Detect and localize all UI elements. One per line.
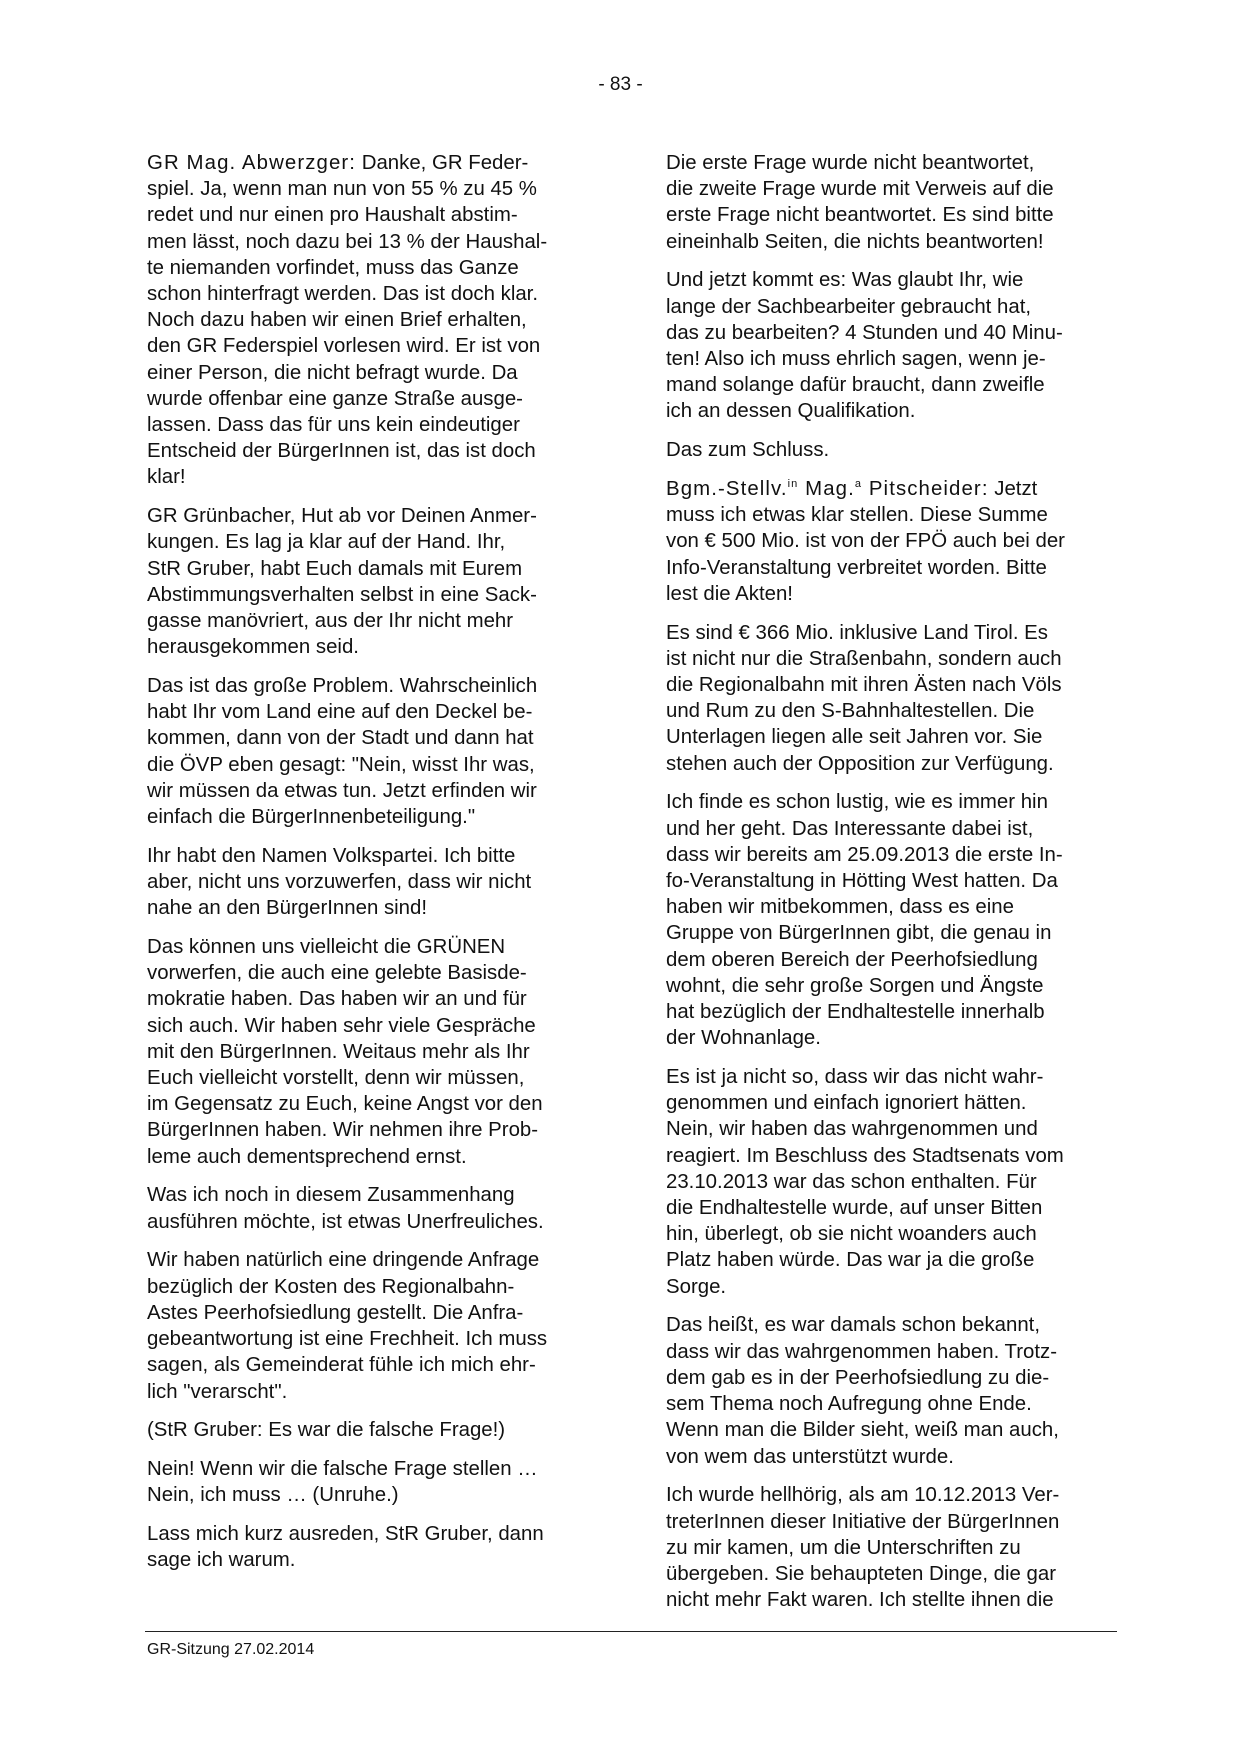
line: Ihr habt den Namen Volkspartei. Ich bitte: [147, 844, 516, 867]
line: dem oberen Bereich der Peerhofsiedlung: [666, 948, 1038, 971]
line: einer Person, die nicht befragt wurde. Da: [147, 361, 518, 384]
line: sich auch. Wir haben sehr viele Gespräche: [147, 1014, 536, 1037]
line: Entscheid der BürgerInnen ist, das ist doch: [147, 440, 536, 463]
line: gasse manövriert, aus der Ihr nicht mehr: [147, 610, 514, 633]
line: spiel. Ja, wenn man nun von 55 % zu 45 %: [147, 178, 537, 201]
line: bezüglich der Kosten des Regionalbahn-: [147, 1275, 515, 1298]
footer-divider: [145, 1631, 1117, 1632]
interjection: [147, 1417, 595, 1443]
speaker-surname: Pitscheider:: [868, 478, 989, 501]
line: Die erste Frage wurde nicht beantwortet,: [666, 152, 1035, 174]
page-number: - 83 -: [598, 74, 643, 95]
line: wir müssen da etwas tun. Jetzt erfinden wir: [147, 779, 537, 802]
line: mit den BürgerInnen. Weitaus mehr als Ihr: [147, 1040, 530, 1063]
line: Was ich noch in diesem Zusammenhang: [147, 1184, 515, 1207]
paragraph: [147, 1456, 595, 1508]
line: dem gab es in der Peerhofsiedlung zu die-: [666, 1366, 1050, 1389]
speaker-title: Bgm.-Stellv.: [666, 478, 788, 501]
line: vorwerfen, die auch eine gelebte Basisde-: [147, 962, 527, 985]
line: die Endhaltestelle wurde, auf unser Bitten: [666, 1197, 1043, 1220]
line: Wenn man die Bilder sieht, weiß man auch,: [666, 1419, 1059, 1442]
line: dass wir bereits am 25.09.2013 die erste In-: [666, 843, 1063, 866]
right-column: [666, 150, 1114, 1626]
line: haben wir mitbekommen, dass es eine: [666, 896, 1014, 919]
line: im Gegensatz zu Euch, keine Angst vor den: [147, 1093, 543, 1116]
line: schon hinterfragt werden. Das ist doch klar.: [147, 283, 539, 306]
line: Das ist das große Problem. Wahrscheinlich: [147, 675, 538, 698]
line: Es sind € 366 Mio. inklusive Land Tirol. Es: [666, 621, 1048, 644]
line: mokratie haben. Das haben wir an und für: [147, 988, 527, 1011]
line: die ÖVP eben gesagt: "Nein, wisst Ihr was,: [147, 753, 535, 776]
line: genommen und einfach ignoriert hätten.: [666, 1092, 1027, 1115]
line: Abstimmungsverhalten selbst in eine Sack-: [147, 583, 537, 606]
paragraph: [666, 1312, 1114, 1469]
line: BürgerInnen haben. Wir nehmen ihre Prob-: [147, 1119, 539, 1142]
line: einfach die BürgerInnenbeteiligung.": [147, 806, 476, 829]
line: von wem das unterstützt wurde.: [666, 1445, 954, 1468]
line: Das heißt, es war damals schon bekannt,: [666, 1314, 1041, 1337]
left-column: [147, 150, 595, 1586]
line: sagen, als Gemeinderat fühle ich mich ehr-: [147, 1354, 536, 1377]
line: wohnt, die sehr große Sorgen und Ängste: [666, 974, 1044, 997]
line: das zu bearbeiten? 4 Stunden und 40 Minu-: [666, 321, 1063, 344]
line: redet und nur einen pro Haushalt abstim-: [147, 204, 518, 227]
line: Ich finde es schon lustig, wie es immer hin: [666, 791, 1048, 814]
line: klar!: [147, 466, 186, 489]
paragraph: [147, 503, 595, 660]
line: Das zum Schluss.: [666, 439, 830, 462]
paragraph: [666, 437, 1114, 463]
paragraph: [147, 843, 595, 922]
paragraph: [147, 934, 595, 1170]
line: erste Frage nicht beantwortet. Es sind bitte: [666, 204, 1054, 227]
line: nahe an den BürgerInnen sind!: [147, 897, 428, 920]
line: ten! Also ich muss ehrlich sagen, wenn je-: [666, 348, 1046, 371]
line: Wir haben natürlich eine dringende Anfrage: [147, 1249, 540, 1272]
line: wurde offenbar eine ganze Straße ausge-: [147, 387, 523, 410]
line: Es ist ja nicht so, dass wir das nicht wahr-: [666, 1066, 1044, 1089]
line: Ich wurde hellhörig, als am 10.12.2013 Ver-: [666, 1484, 1060, 1507]
speaker-first-line: Jetzt: [994, 478, 1038, 501]
line: Nein, wir haben das wahrgenommen und: [666, 1118, 1038, 1141]
paragraph: [666, 620, 1114, 777]
paragraph: [666, 267, 1114, 424]
line: den GR Federspiel vorlesen wird. Er ist von: [147, 335, 541, 358]
line: von € 500 Mio. ist von der FPÖ auch bei der: [666, 530, 1065, 553]
line: lassen. Dass das für uns kein eindeutiger: [147, 414, 520, 437]
line: die Regionalbahn mit ihren Ästen nach Völs: [666, 674, 1062, 697]
line: Gruppe von BürgerInnen gibt, die genau in: [666, 922, 1052, 945]
line: eineinhalb Seiten, die nichts beantworten!: [666, 230, 1044, 253]
line: lich "verarscht".: [147, 1380, 288, 1403]
line: Nein, ich muss … (Unruhe.): [147, 1484, 399, 1507]
line: Noch dazu haben wir einen Brief erhalten,: [147, 309, 527, 332]
line: Sorge.: [666, 1275, 727, 1298]
line: Unterlagen liegen alle seit Jahren vor. Sie: [666, 726, 1043, 749]
line: sage ich warum.: [147, 1549, 296, 1572]
paragraph: [147, 1521, 595, 1573]
line: zu mir kamen, um die Unterschriften zu: [666, 1536, 1021, 1559]
line: StR Gruber, habt Euch damals mit Eurem: [147, 557, 523, 580]
paragraph: [666, 789, 1114, 1051]
line: Lass mich kurz ausreden, StR Gruber, dann: [147, 1523, 544, 1546]
paragraph: [147, 1182, 595, 1234]
line: ist nicht nur die Straßenbahn, sondern auch: [666, 647, 1062, 670]
speaker-degree: Mag.: [805, 478, 855, 501]
line: Nein! Wenn wir die falsche Frage stellen …: [147, 1458, 538, 1481]
speaker-name: GR Mag. Abwerzger:: [147, 152, 357, 174]
line: herausgekommen seid.: [147, 636, 359, 659]
line: treterInnen dieser Initiative der BürgerInnen: [666, 1510, 1060, 1533]
line: hin, überlegt, ob sie nicht woanders auch: [666, 1223, 1037, 1246]
line: und her geht. Das Interessante dabei ist,: [666, 817, 1034, 840]
line: Info-Veranstaltung verbreitet worden. Bitte: [666, 556, 1047, 579]
line: sem Thema noch Aufregung ohne Ende.: [666, 1393, 1032, 1416]
line: reagiert. Im Beschluss des Stadtsenats vom: [666, 1144, 1064, 1167]
footer-session-date: GR-Sitzung 27.02.2014: [147, 1641, 315, 1658]
line: hat bezüglich der Endhaltestelle innerhalb: [666, 1001, 1045, 1024]
line: leme auch dementsprechend ernst.: [147, 1145, 467, 1168]
paragraph: [666, 1064, 1114, 1300]
superscript: a: [854, 478, 863, 491]
line: stehen auch der Opposition zur Verfügung.: [666, 752, 1054, 775]
line: Astes Peerhofsiedlung gestellt. Die Anfra-: [147, 1301, 524, 1324]
line: (StR Gruber: Es war die falsche Frage!): [147, 1419, 506, 1442]
paragraph-pitscheider: [666, 476, 1114, 607]
speaker-name: [666, 478, 989, 500]
speaker-first-line: Danke, GR Feder-: [361, 152, 529, 174]
line: ich an dessen Qualifikation.: [666, 400, 916, 423]
line: Und jetzt kommt es: Was glaubt Ihr, wie: [666, 269, 1024, 292]
line: kommen, dann von der Stadt und dann hat: [147, 727, 534, 750]
paragraph: [666, 150, 1114, 255]
line: Euch vielleicht vorstellt, denn wir müssen,: [147, 1067, 525, 1090]
line: lange der Sachbearbeiter gebraucht hat,: [666, 295, 1032, 318]
line: mand solange dafür braucht, dann zweifle: [666, 374, 1045, 397]
line: und Rum zu den S-Bahnhaltestellen. Die: [666, 700, 1035, 723]
line: nicht mehr Fakt waren. Ich stellte ihnen die: [666, 1589, 1054, 1612]
line: kungen. Es lag ja klar auf der Hand. Ihr,: [147, 531, 506, 554]
line: übergeben. Sie behaupteten Dinge, die gar: [666, 1562, 1056, 1585]
line: men lässt, noch dazu bei 13 % der Haushal-: [147, 230, 548, 253]
line: habt Ihr vom Land eine auf den Deckel be-: [147, 701, 533, 724]
paragraph: [147, 1247, 595, 1404]
line: Platz haben würde. Das war ja die große: [666, 1249, 1035, 1272]
line: der Wohnanlage.: [666, 1027, 821, 1050]
line: lest die Akten!: [666, 582, 793, 605]
paragraph-abwerzger: [147, 150, 595, 491]
line: muss ich etwas klar stellen. Diese Summe: [666, 504, 1048, 527]
paragraph: [147, 673, 595, 830]
line: 23.10.2013 war das schon enthalten. Für: [666, 1170, 1037, 1193]
line: dass wir das wahrgenommen haben. Trotz-: [666, 1340, 1058, 1363]
line: ausführen möchte, ist etwas Unerfreuliches.: [147, 1210, 544, 1233]
line: Das können uns vielleicht die GRÜNEN: [147, 936, 506, 959]
line: fo-Veranstaltung in Hötting West hatten. Da: [666, 870, 1058, 893]
line: gebeantwortung ist eine Frechheit. Ich muss: [147, 1328, 548, 1351]
line: te niemanden vorfindet, muss das Ganze: [147, 256, 519, 279]
superscript: in: [787, 478, 799, 491]
line: die zweite Frage wurde mit Verweis auf die: [666, 178, 1054, 201]
line: GR Grünbacher, Hut ab vor Deinen Anmer-: [147, 505, 537, 528]
paragraph: [666, 1482, 1114, 1613]
line: aber, nicht uns vorzuwerfen, dass wir nicht: [147, 871, 532, 894]
